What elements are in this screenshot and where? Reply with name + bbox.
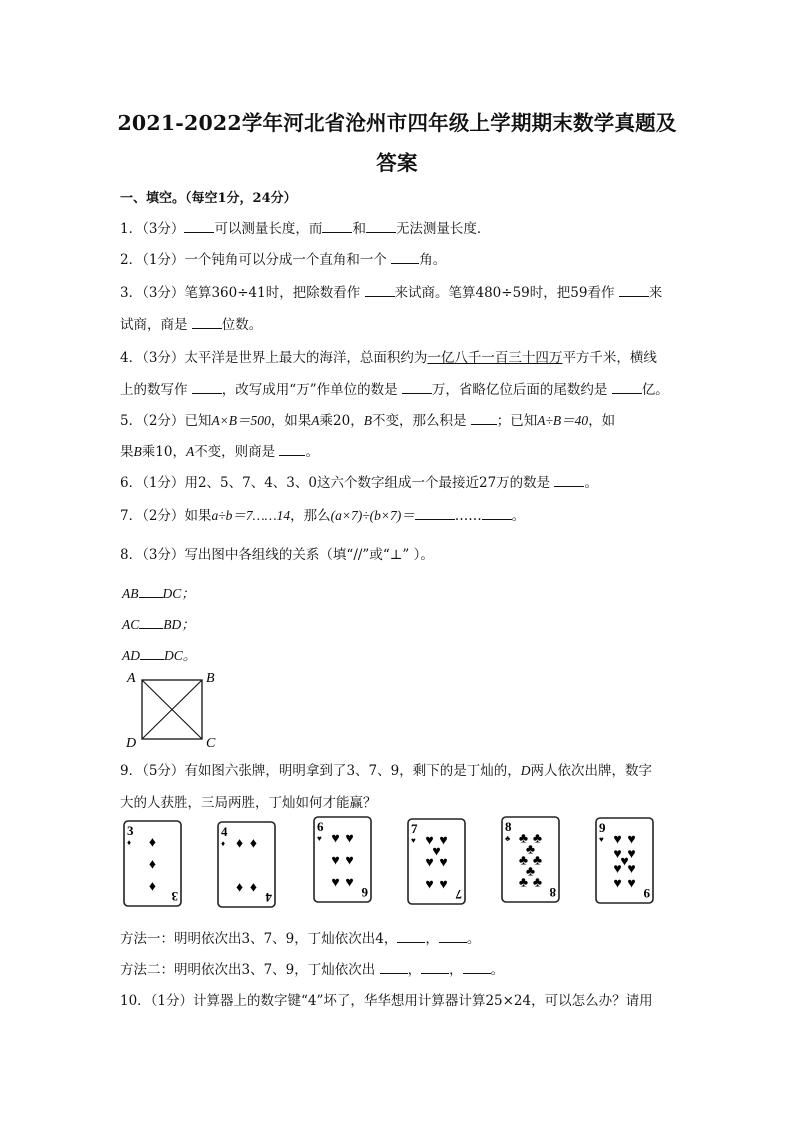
card-rank-label: 3 <box>127 823 134 838</box>
playing-card-7 <box>408 819 465 904</box>
q3-prefix: 3．（3分） <box>120 285 185 301</box>
answer-blank[interactable] <box>365 284 395 297</box>
playing-card-4 <box>218 822 275 907</box>
card-suit-pip-icon: ♣ <box>532 853 543 869</box>
card-suit-pip-icon: ♥ <box>613 861 622 877</box>
section-header-fill-in: 一、填空。（每空1分，24分） <box>120 191 297 206</box>
card-rank-label: 7 <box>411 821 418 836</box>
q9-prefix: 9．（5分） <box>120 763 185 779</box>
q5-text: 不变，那么积是 <box>371 413 471 429</box>
q6-prefix: 6．（1分） <box>120 475 185 491</box>
answer-blank[interactable] <box>192 381 222 394</box>
card-rank-label-inverted: 6 <box>361 885 368 900</box>
q3-expression: 360÷41 <box>211 285 266 301</box>
q7-text: ，那么 <box>290 508 331 524</box>
q3-text: 来 <box>648 285 663 301</box>
question-1 <box>120 217 490 237</box>
answer-blank[interactable] <box>380 961 408 974</box>
card-suit-pip-icon: ♥ <box>432 844 441 860</box>
q2-prefix: 2．（1分） <box>120 252 185 268</box>
q5-text: ；已知 <box>496 413 538 429</box>
segment-label: AC <box>122 617 140 632</box>
q1-text: 和 <box>352 221 366 237</box>
method-text: ， <box>449 962 463 978</box>
playing-cards-figure <box>110 815 670 915</box>
document-title-line2: 答案 <box>376 151 418 175</box>
question-7 <box>120 504 525 524</box>
question-5-line2 <box>120 440 319 460</box>
q5-text: 。 <box>305 444 319 460</box>
card-suit-pip-icon: ♥ <box>425 877 434 893</box>
q9-variable: D <box>520 763 531 778</box>
q10-prefix: 10．（1分） <box>120 993 194 1009</box>
q8-row-3 <box>122 644 196 664</box>
q5-prefix: 5．（2分） <box>120 413 185 429</box>
q7-expression: a÷b＝7……14 <box>211 508 291 523</box>
card-suit-pip-icon: ♥ <box>627 847 636 863</box>
q8-row-1 <box>122 582 195 602</box>
card-rank-label-inverted: 4 <box>265 890 272 905</box>
q5-variable: B <box>133 444 142 459</box>
question-6 <box>120 471 598 491</box>
q7-dots: …… <box>454 508 482 524</box>
segment-label: AB <box>122 586 139 601</box>
q3-text: 时，把除数看作 <box>265 285 365 301</box>
method-text: ，丁灿依次出 <box>294 962 380 978</box>
answer-blank[interactable] <box>415 507 455 520</box>
method-text: 方法一：明明依次出 <box>120 931 242 947</box>
segment-label: BD； <box>163 617 195 632</box>
q5-text: 果 <box>120 444 134 460</box>
card-suit-pip-icon: ♦ <box>249 880 258 896</box>
q1-text: 可以测量长度，而 <box>214 221 323 237</box>
q5-expression: A×B＝500 <box>211 413 271 428</box>
document-title-line1: 2021-2022学年河北省沧州市四年级上学期期末数学真题及 <box>117 111 677 135</box>
card-rank-label: 4 <box>221 824 228 839</box>
question-5 <box>120 409 615 429</box>
q4-text: 上的数写作 <box>120 382 192 398</box>
q1-prefix: 1．（3分） <box>120 221 185 237</box>
playing-card-8 <box>502 817 559 902</box>
method-text: 。 <box>490 962 505 978</box>
playing-card-6 <box>314 817 371 902</box>
q3-text: 试商，商是 <box>120 317 192 333</box>
card-rank-label-inverted: 3 <box>171 889 178 904</box>
q3-expression: 480÷59 <box>475 285 530 301</box>
question-8 <box>120 543 434 563</box>
q5-number: 20 <box>333 413 351 429</box>
q6-text: 万的数是 <box>496 475 555 491</box>
answer-blank[interactable] <box>184 220 214 233</box>
card-suit-pip-icon: ♦ <box>235 836 244 852</box>
q6-text: 这六个数字组成一个最接近 <box>316 475 479 491</box>
card-rank-label-inverted: 7 <box>455 887 462 902</box>
q4-text: 平方千米，横线 <box>562 350 657 366</box>
q4-underlined-number: 一亿八千一百三十四万 <box>427 350 563 366</box>
method-text: ， <box>383 931 398 947</box>
q10-text: 计算器上的数字键“4”坏了，华华想用计算器计算 <box>193 993 486 1009</box>
card-suit-pip-icon: ♣ <box>518 853 529 869</box>
question-3 <box>120 281 662 301</box>
answer-blank[interactable] <box>619 284 649 297</box>
card-suit-pip-icon: ♥ <box>627 832 636 848</box>
q3-text: 看作 <box>587 285 619 301</box>
card-rank-label-inverted: 9 <box>643 886 650 901</box>
card-corner-suit-icon: ♦ <box>127 838 132 847</box>
method-number: 4 <box>375 931 384 947</box>
method-text: ，丁灿依次出 <box>294 931 376 947</box>
q6-text: 用 <box>184 475 198 491</box>
card-suit-pip-icon: ♥ <box>425 855 434 871</box>
vertex-label-a: A <box>127 671 136 686</box>
q7-expression: (a×7)÷(b×7)＝ <box>330 508 415 523</box>
q6-digits: 2、5、7、4、3、0 <box>197 475 317 491</box>
card-suit-pip-icon: ♦ <box>235 880 244 896</box>
q5-text: 乘 <box>319 413 334 429</box>
q1-text: 无法测量长度． <box>395 221 491 237</box>
q2-text: 角。 <box>419 252 447 268</box>
card-corner-suit-icon: ♣ <box>505 834 511 843</box>
card-suit-pip-icon: ♣ <box>525 842 536 858</box>
answer-blank[interactable] <box>612 381 642 394</box>
card-suit-pip-icon: ♣ <box>532 831 543 847</box>
q9-text: 两人依次出牌，数字 <box>530 763 652 779</box>
method-text: 方法二：明明依次出 <box>120 962 242 978</box>
card-suit-pip-icon: ♥ <box>439 877 448 893</box>
method-text: ， <box>425 931 439 947</box>
q8-prefix: 8．（3分） <box>120 547 185 563</box>
segment-label: AD <box>122 648 140 663</box>
card-suit-pip-icon: ♥ <box>627 876 636 892</box>
card-suit-pip-icon: ♦ <box>148 835 157 851</box>
answer-blank[interactable] <box>439 930 467 943</box>
card-suit-pip-icon: ♥ <box>425 833 434 849</box>
card-suit-pip-icon: ♣ <box>532 875 543 891</box>
q2-text: 一个钝角可以分成一个直角和一个 <box>184 252 392 268</box>
question-9 <box>120 759 652 779</box>
method-numbers: 3、7、9 <box>241 962 295 978</box>
q4-text: 太平洋是世界上最大的海洋，总面积约为 <box>184 350 428 366</box>
answer-blank[interactable] <box>322 220 352 233</box>
card-suit-pip-icon: ♥ <box>331 875 340 891</box>
q9-text: 大的人获胜，三局两胜，丁灿如何才能赢？ <box>120 795 377 811</box>
q4-text: ，改写成用“万”作单位的数是 <box>221 382 402 398</box>
card-suit-pip-icon: ♥ <box>331 831 340 847</box>
card-suit-pip-icon: ♥ <box>613 832 622 848</box>
card-suit-pip-icon: ♥ <box>439 855 448 871</box>
q6-number: 27 <box>478 475 497 491</box>
q5-text: ， <box>350 413 364 429</box>
card-rank-label-inverted: 8 <box>549 885 556 900</box>
playing-card-9 <box>596 818 653 903</box>
method-numbers: 3、7、9 <box>241 931 295 947</box>
card-suit-pip-icon: ♥ <box>613 876 622 892</box>
card-suit-pip-icon: ♥ <box>439 833 448 849</box>
q5-variable: A <box>311 413 320 428</box>
card-suit-pip-icon: ♣ <box>525 864 536 880</box>
answer-blank[interactable] <box>192 316 222 329</box>
q8-row-2 <box>122 613 195 633</box>
answer-blank[interactable] <box>139 585 163 598</box>
question-2 <box>120 248 446 268</box>
card-suit-pip-icon: ♦ <box>249 836 258 852</box>
q5-text: ， <box>172 444 186 460</box>
q3-text: 来试商。笔算 <box>394 285 476 301</box>
card-corner-suit-icon: ♥ <box>599 835 604 844</box>
q10-text: ，可以怎么办？请用 <box>531 993 653 1009</box>
q7-prefix: 7．（2分） <box>120 508 185 524</box>
q5-number: 10 <box>155 444 173 460</box>
card-suit-pip-icon: ♥ <box>345 875 354 891</box>
q5-variable: A <box>185 444 195 459</box>
q3-text: 位数。 <box>221 317 263 333</box>
q7-text: 如果 <box>184 508 212 524</box>
question-9-line2 <box>120 791 377 811</box>
answer-blank[interactable] <box>140 647 164 660</box>
card-suit-pip-icon: ♥ <box>331 853 340 869</box>
card-suit-pip-icon: ♦ <box>148 879 157 895</box>
q8-text: 写出图中各组线的关系（填“//”或“⊥” ）。 <box>184 547 434 563</box>
card-suit-pip-icon: ♥ <box>345 853 354 869</box>
card-rank-label: 9 <box>599 820 606 835</box>
answer-blank[interactable] <box>139 616 163 629</box>
question-10 <box>120 989 653 1009</box>
method-text: 。 <box>466 931 481 947</box>
card-suit-pip-icon: ♥ <box>620 854 629 870</box>
square-diagonals-figure <box>122 668 222 750</box>
question-4-line2 <box>120 378 669 398</box>
q7-text: 。 <box>511 508 526 524</box>
q5-text: 乘 <box>141 444 156 460</box>
card-rank-label: 6 <box>317 819 324 834</box>
q5-text: ，如 <box>588 413 616 429</box>
method-one <box>120 927 480 947</box>
answer-blank[interactable] <box>391 251 419 264</box>
segment-label: DC； <box>162 586 195 601</box>
question-4 <box>120 346 657 366</box>
card-suit-pip-icon: ♥ <box>345 831 354 847</box>
q3-text: 笔算 <box>184 285 212 301</box>
q4-text: 万，省略亿位后面的尾数约是 <box>431 382 612 398</box>
q4-text: 亿。 <box>641 382 669 398</box>
q3-number: 59 <box>570 285 588 301</box>
q9-text: 有如图六张牌，明明拿到了 <box>184 763 347 779</box>
vertex-label-d: D <box>126 736 137 750</box>
card-suit-pip-icon: ♦ <box>148 857 157 873</box>
card-corner-suit-icon: ♥ <box>317 834 322 843</box>
card-suit-pip-icon: ♣ <box>518 875 529 891</box>
playing-card-3 <box>124 821 181 906</box>
q9-numbers: 3、7、9 <box>346 763 400 779</box>
card-suit-pip-icon: ♥ <box>627 861 636 877</box>
q4-prefix: 4．（3分） <box>120 350 185 366</box>
question-3-line2 <box>120 313 262 333</box>
q10-expression: 25×24 <box>485 993 532 1009</box>
answer-blank[interactable] <box>471 412 497 425</box>
answer-blank[interactable] <box>397 930 425 943</box>
q5-text: 已知 <box>184 413 212 429</box>
answer-blank[interactable] <box>482 507 512 520</box>
card-suit-pip-icon: ♥ <box>613 847 622 863</box>
q5-text: ，如果 <box>270 413 312 429</box>
vertex-label-c: C <box>206 736 216 750</box>
answer-blank[interactable] <box>279 443 305 456</box>
q9-text: ，剩下的是丁灿的， <box>399 763 521 779</box>
answer-blank[interactable] <box>554 474 584 487</box>
card-suit-pip-icon: ♣ <box>518 831 529 847</box>
card-corner-suit-icon: ♦ <box>221 839 226 848</box>
answer-blank[interactable] <box>421 961 449 974</box>
segment-label: DC。 <box>164 648 197 663</box>
method-text: ， <box>407 962 422 978</box>
answer-blank[interactable] <box>463 961 491 974</box>
q6-text: 。 <box>584 475 598 491</box>
q3-text: 时，把 <box>529 285 571 301</box>
q5-variable: B <box>363 413 372 428</box>
q5-text: 不变，则商是 <box>194 444 280 460</box>
card-rank-label: 8 <box>505 819 512 834</box>
q5-expression: A÷B＝40 <box>537 413 589 428</box>
card-corner-suit-icon: ♥ <box>411 836 416 845</box>
answer-blank[interactable] <box>402 381 432 394</box>
method-two <box>120 958 504 978</box>
answer-blank[interactable] <box>366 220 396 233</box>
vertex-label-b: B <box>206 671 215 686</box>
